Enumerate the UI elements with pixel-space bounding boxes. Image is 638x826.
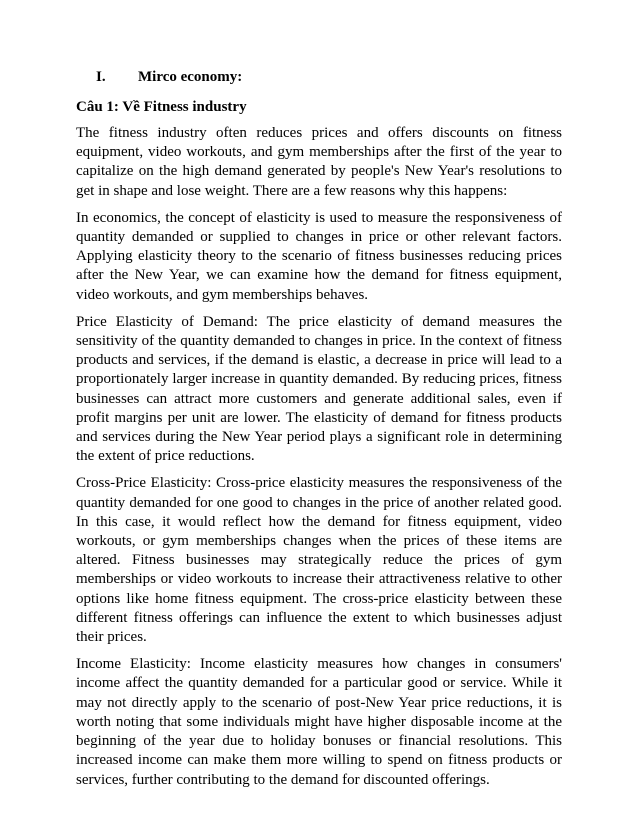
paragraph-cross-price-elasticity: Cross-Price Elasticity: Cross-price elasticity measures the responsiveness of the quantity demanded for one good to changes in the price of another related good. In this case, it would reflect how the demand for fitness equipment, video workouts, or gym memberships changes when the prices of these items are altered. Fitness businesses may strategically reduce the prices of gym memberships or video workouts to increase their attractiveness relative to other options like home fitness equipment. The cross-price elasticity between these different fitness offerings can influence the extent to which businesses adjust their prices. — [76, 475, 562, 646]
section-title: Mirco economy: — [138, 69, 243, 85]
section-heading — [76, 68, 562, 86]
paragraph-income-elasticity: Income Elasticity: Income elasticity measures how changes in consumers' income affect the quantity demanded for a particular good or service. While it may not directly apply to the scenario of post-New Year price reductions, it is worth noting that some individuals might have higher disposable income at the beginning of the year due to holiday bonuses or financial resolutions. This increased income can make them more willing to spend on fitness products or services, further contributing to the demand for discounted offerings. — [76, 656, 562, 788]
section-number: I. — [96, 69, 106, 85]
question-title: Câu 1: Về Fitness industry — [76, 99, 247, 115]
paragraph-elasticity: In economics, the concept of elasticity is used to measure the responsiveness of quantity demanded or supplied to changes in price or other relevant factors. Applying elasticity theory to the scenario of fitness businesses reducing prices after the New Year, we can examine how the demand for fitness equipment, video workouts, and gym memberships behaves. — [76, 209, 562, 303]
paragraph-price-elasticity: Price Elasticity of Demand: The price elasticity of demand measures the sensitivity of the quantity demanded to changes in price. In the context of fitness products and services, if the demand is elastic, a decrease in price will lead to a proportionately larger increase in quantity demanded. By reducing prices, fitness businesses can attract more customers and generate additional sales, even if profit margins per unit are lower. The elasticity of demand for fitness products and services during the New Year period plays a significant role in determining the extent of price reductions. — [76, 313, 562, 465]
document-page — [76, 68, 562, 798]
paragraph-intro: The fitness industry often reduces prices and offers discounts on fitness equipment, video workouts, and gym memberships after the first of the year to capitalize on the high demand generated by people's New Year's resolutions to get in shape and lose weight. There are a few reasons why this happens: — [76, 125, 562, 199]
